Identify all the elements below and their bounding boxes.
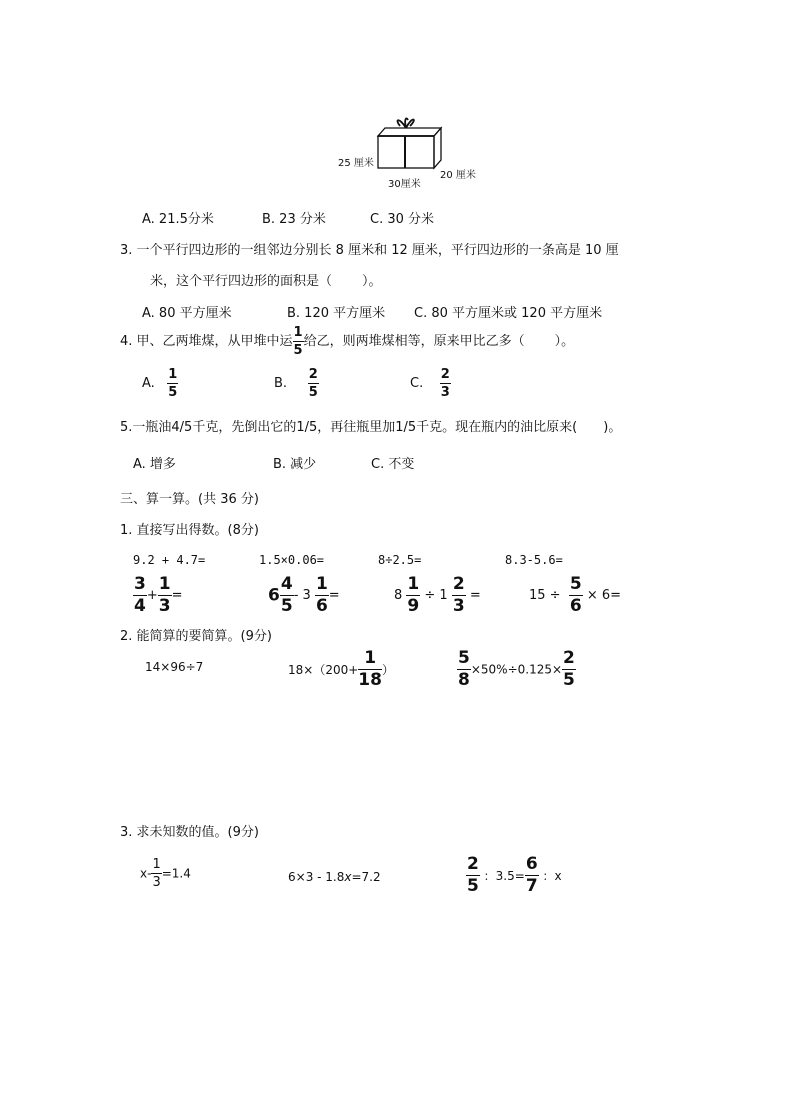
q3-line-1: 3. 一个平行四边形的一组邻边分别长 8 厘米和 12 厘米，平行四边形的一条高是 10 厘 [120, 243, 619, 258]
equation-1: x- $\frac{1}{3}$ =1.4 [140, 857, 191, 890]
q2-option-b: B. 23 分米 [262, 212, 326, 227]
q2-option-c: C. 30 分米 [370, 212, 435, 227]
equation-2: 6×3 - 1.8x=7.2 [288, 870, 381, 884]
q4-fraction: $\frac{1}{5}$ [293, 325, 303, 358]
part-2-title: 2. 能简算的要简算。(9分) [120, 629, 272, 644]
box-top-face [378, 128, 441, 136]
part-3-title: 3. 求未知数的值。(9分) [120, 825, 259, 840]
simplify-3: $\frac{5}{8}$ ×50%÷0.125× $\frac{2}{5}$ [458, 648, 575, 690]
calc-3: 8÷2.5= [378, 553, 422, 567]
calc-5: $\frac{3}{4}$ + $\frac{1}{3}$ = [134, 574, 183, 616]
q3-line-2 [150, 270, 382, 289]
q4-option-a: A. $\frac{1}{5}$ [142, 367, 178, 400]
equation-3: $\frac{2}{5}$ ：3.5= $\frac{6}{7}$ ：x [467, 854, 562, 896]
q2-option-a: A. 21.5分米 [142, 212, 214, 227]
q5-option-b: B. 减少 [273, 457, 317, 472]
calc-4: 8.3-5.6= [505, 553, 563, 567]
simplify-1: 14×96÷7 [145, 660, 204, 674]
q5-option-c: C. 不变 [371, 457, 415, 472]
q5-stem [120, 416, 621, 435]
q3-option-b: B. 120 平方厘米 [287, 306, 386, 321]
q4-text-a: 4. 甲、乙两堆煤，从甲堆中运 [120, 334, 293, 349]
ribbon-bow-icon [398, 118, 414, 128]
simplify-2: 18×（200+ $\frac{1}{18}$ ） [288, 648, 394, 690]
figure-label-height: 25 厘米 [338, 158, 374, 169]
calc-7: 8 $\frac{1}{9}$ ÷ 1 $\frac{2}{3}$ = [394, 574, 481, 616]
figure-label-width: 20 厘米 [440, 170, 476, 181]
q4-stem [120, 326, 574, 357]
q4-text-c: ）。 [554, 334, 575, 349]
part-1-title: 1. 直接写出得数。(8分) [120, 523, 259, 538]
q4-option-c: C. $\frac{2}{3}$ [410, 367, 450, 400]
calc-1: 9.2 + 4.7= [133, 553, 206, 567]
q5-text-a: 5.一瓶油4/5千克，先倒出它的1/5，再往瓶里加1/5千克。现在瓶内的油比原来( [120, 420, 578, 435]
q4-text-b: 给乙，则两堆煤相等，原来甲比乙多（ [303, 334, 525, 349]
q3-line2-end: ）。 [362, 274, 382, 289]
q5-text-b: )。 [603, 420, 622, 435]
calc-6: 6 $\frac{4}{5}$ - 3 $\frac{1}{6}$ = [268, 574, 340, 616]
calc-2: 1.5×0.06= [259, 553, 325, 567]
q3-option-c: C. 80 平方厘米或 120 平方厘米 [414, 306, 603, 321]
q3-line2-text: 米，这个平行四边形的面积是（ [150, 274, 333, 289]
section-3-title: 三、算一算。(共 36 分) [120, 492, 259, 507]
q4-option-b: B. $\frac{2}{5}$ [274, 367, 318, 400]
calc-8: 15 ÷ $\frac{5}{6}$ × 6= [529, 574, 622, 616]
figure-label-length: 30厘米 [388, 179, 421, 190]
q5-option-a: A. 增多 [133, 457, 176, 472]
box-side-face [434, 128, 441, 168]
q3-option-a: A. 80 平方厘米 [142, 306, 232, 321]
